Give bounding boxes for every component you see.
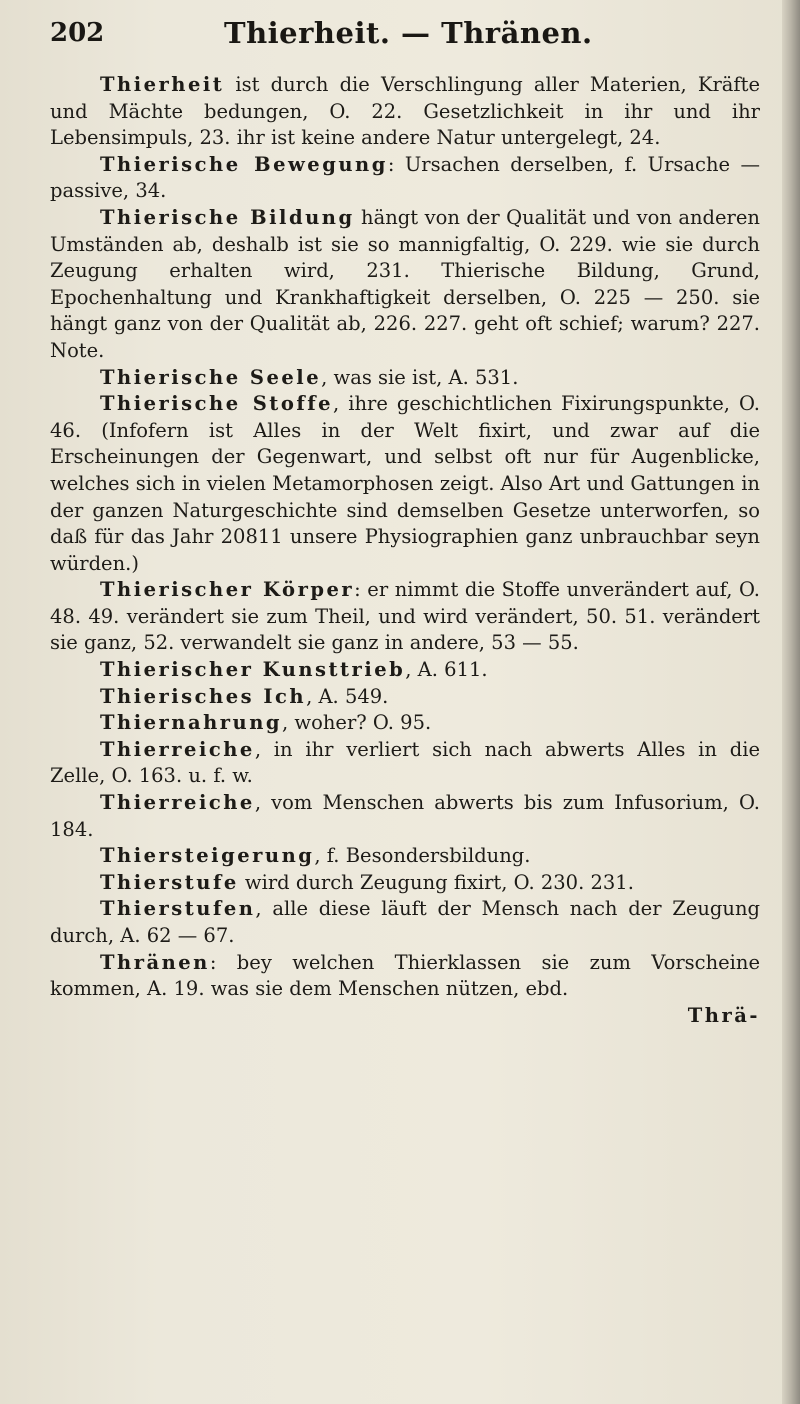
entry-headword: Thierische Stoffe (100, 392, 334, 416)
entry-text: , was sie ist, A. 531. (321, 365, 519, 389)
index-entry (50, 391, 760, 577)
entry-text: , woher? O. 95. (282, 711, 432, 735)
entry-headword: Thierstufe (100, 870, 239, 894)
entry-text: , ihre geschichtlichen Fixirungspunkte, O. 46. (Infofern ist Alles in der Welt fixirt, und zwar auf die Erscheinungen der Gegenwart, und selbst oft nur für Augenblicke, welches sich in vielen Metamorphosen zeigt. Also Art und Gattungen in der ganzen Naturgeschichte sind demselben Gesetze unterworfen, so daß für das Jahr 20811 unsere Physiographien ganz unbrauchbar seyn würden.) (50, 392, 761, 575)
entry-text: : bey welchen Thierklassen sie zum Vorscheine kommen, A. 19. was sie dem Menschen nützen, ebd. (50, 950, 760, 1001)
catchword-line (50, 1003, 760, 1030)
index-entry (50, 790, 760, 843)
index-entry (50, 205, 760, 365)
entry-headword: Thränen (100, 950, 210, 974)
entry-text: : Ursachen derselben, f. Ursache — passive, 34. (50, 152, 760, 203)
page-number: 202 (50, 18, 105, 48)
entry-headword: Thiersteigerung (100, 844, 315, 868)
index-entry (50, 365, 760, 392)
entry-text: , alle diese läuft der Mensch nach der Zeugung durch, A. 62 — 67. (50, 897, 760, 947)
index-entry (50, 577, 760, 657)
entry-headword: Thierischer Kunsttrieb (100, 658, 406, 682)
entry-text: hängt von der Qualität und von anderen Umständen ab, deshalb ist sie so mannigfaltig, O. 229. wie sie durch Zeugung erhalten wird, 231. Thierische Bildung, Grund, Epochenhaltung und Krankhaftigkeit derselben, O. 225 — 250. sie hängt ganz von der Qualität ab, 226. 227. geht oft schief; warum? 227. Note. (50, 205, 760, 362)
entry-headword: Thierreiche (100, 791, 255, 815)
entry-text: , vom Menschen abwerts bis zum Infusorium, O. 184. (50, 791, 760, 841)
running-head: Thierheit. — Thränen. (224, 16, 593, 50)
entry-headword: Thierischer Körper (100, 578, 355, 602)
entry-text: : er nimmt die Stoffe unverändert auf, O. 48. 49. verändert sie zum Theil, und wird verändert, 50. 51. verändert sie ganz, 52. verwandelt sie ganz in andere, 53 — 55. (50, 578, 760, 655)
index-entry (50, 710, 760, 737)
entry-text: wird durch Zeugung fixirt, O. 230. 231. (238, 870, 634, 894)
index-entry (50, 684, 760, 711)
entry-text: , A. 611. (405, 658, 488, 682)
index-entry (50, 72, 760, 152)
index-entry (50, 950, 760, 1003)
index-entry (50, 657, 760, 684)
index-text (50, 72, 760, 1029)
entry-headword: Thiernahrung (100, 711, 283, 735)
index-entry (50, 843, 760, 870)
entry-headword: Thierisches Ich (100, 684, 307, 708)
entry-headword: Thierische Seele (100, 365, 322, 389)
entry-headword: Thierheit (100, 73, 225, 96)
entry-text: , in ihr verliert sich nach abwerts Alles in die Zelle, O. 163. u. f. w. (50, 737, 760, 788)
entry-headword: Thierische Bildung (100, 205, 355, 229)
page-header (50, 14, 770, 54)
index-entry (50, 737, 760, 790)
index-entry (50, 896, 760, 949)
index-entry (50, 870, 760, 897)
page-edge-shadow (782, 0, 800, 1404)
entry-text: , f. Besondersbildung. (314, 844, 531, 868)
entry-text: , A. 549. (306, 684, 389, 708)
entry-headword: Thierreiche (100, 737, 255, 761)
entry-text: ist durch die Verschlingung aller Materien, Kräfte und Mächte bedungen, O. 22. Gesetzlichkeit in ihr und ihr Lebensimpuls, 23. ihr ist keine andere Natur untergelegt, 24. (50, 73, 760, 150)
index-entry (50, 152, 760, 205)
entry-headword: Thierstufen (100, 897, 256, 921)
catchword: Thrä- (687, 1003, 760, 1027)
entry-headword: Thierische Bewegung (100, 152, 388, 176)
